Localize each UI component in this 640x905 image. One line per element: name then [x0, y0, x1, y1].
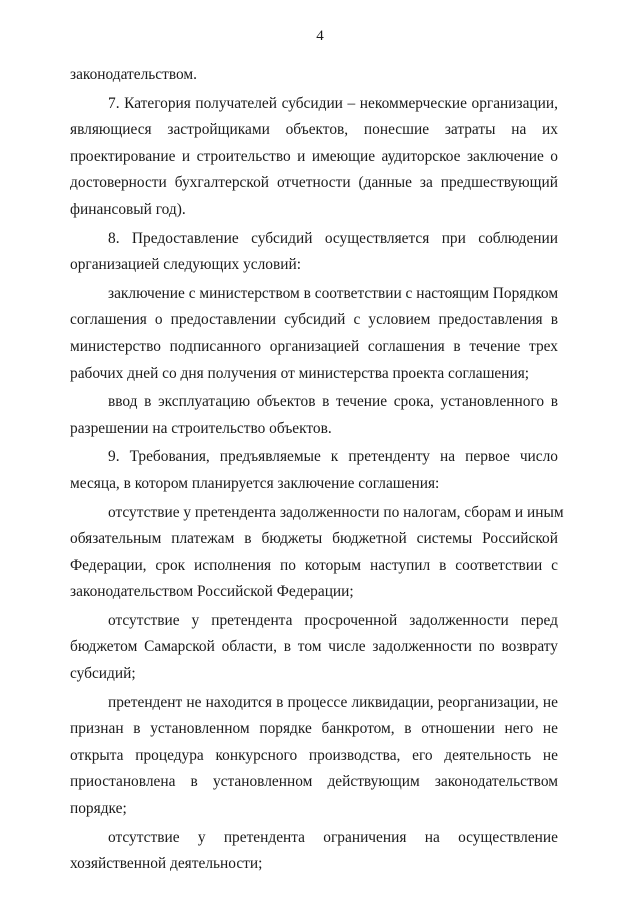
paragraph: [70, 281, 558, 387]
paragraph: [70, 444, 558, 497]
text-line: проектирование и строительство и имеющие аудиторское заключение о: [70, 147, 558, 165]
text-line: законодательством Российской Федерации;: [70, 583, 354, 601]
text-line: достоверности бухгалтерской отчетности (данные за предшествующий: [70, 174, 558, 192]
text-line: признан в установленном порядке банкротом, в отношении него не: [70, 720, 558, 738]
text-line: ввод в эксплуатацию объектов в течение срока, установленного в: [108, 393, 558, 411]
text-line: 9. Требования, предъявляемые к претенденту на первое число: [108, 448, 558, 466]
text-line: претендент не находится в процессе ликвидации, реорганизации, не: [108, 693, 558, 711]
text-line: обязательным платежам в бюджеты бюджетной системы Российской: [70, 530, 558, 548]
text-line: Федерации, срок исполнения по которым наступил в соответствии с: [70, 556, 558, 574]
paragraph: [70, 389, 558, 442]
text-line: субсидий;: [70, 665, 136, 683]
paragraph: [70, 91, 558, 224]
text-line: порядке;: [70, 800, 127, 818]
paragraph: [70, 825, 558, 878]
text-line: отсутствие у претендента ограничения на осуществление: [108, 828, 558, 846]
text-line: 8. Предоставление субсидий осуществляется при соблюдении: [108, 229, 558, 247]
text-line: месяца, в котором планируется заключение соглашения:: [70, 474, 440, 492]
paragraph: [70, 690, 558, 823]
text-line: министерство подписанного организацией соглашения в течение трех: [70, 337, 558, 355]
text-line: хозяйственной деятельности;: [70, 855, 263, 873]
document-body: [70, 62, 564, 878]
paragraph: [70, 226, 558, 279]
text-line: соглашения о предоставлении субсидий с условием предоставления в: [70, 311, 558, 329]
text-line: организацией следующих условий:: [70, 256, 302, 274]
page-number: 4: [316, 28, 324, 44]
paragraph: [70, 500, 564, 606]
text-line: финансовый год).: [70, 200, 186, 218]
paragraph: [70, 608, 558, 688]
text-line: являющиеся застройщиками объектов, понесшие затраты на их: [70, 121, 558, 139]
text-line: бюджетом Самарской области, в том числе задолженности по возврату: [70, 638, 558, 656]
text-line: открыта процедура конкурсного производства, его деятельность не: [70, 746, 558, 764]
text-line: отсутствие у претендента задолженности по налогам, сборам и иным: [108, 503, 564, 521]
text-line: заключение с министерством в соответствии с настоящим Порядком: [108, 284, 559, 302]
text-line: разрешении на строительство объектов.: [70, 419, 332, 437]
text-line: отсутствие у претендента просроченной задолженности перед: [108, 611, 558, 629]
text-line: законодательством.: [70, 66, 198, 83]
text-line: приостановлена в установленном действующим законодательством: [70, 773, 558, 791]
text-line: рабочих дней со дня получения от министерства проекта соглашения;: [70, 364, 530, 382]
text-line: 7. Категория получателей субсидии – некоммерческие организации,: [108, 94, 558, 112]
paragraph: [70, 62, 558, 89]
